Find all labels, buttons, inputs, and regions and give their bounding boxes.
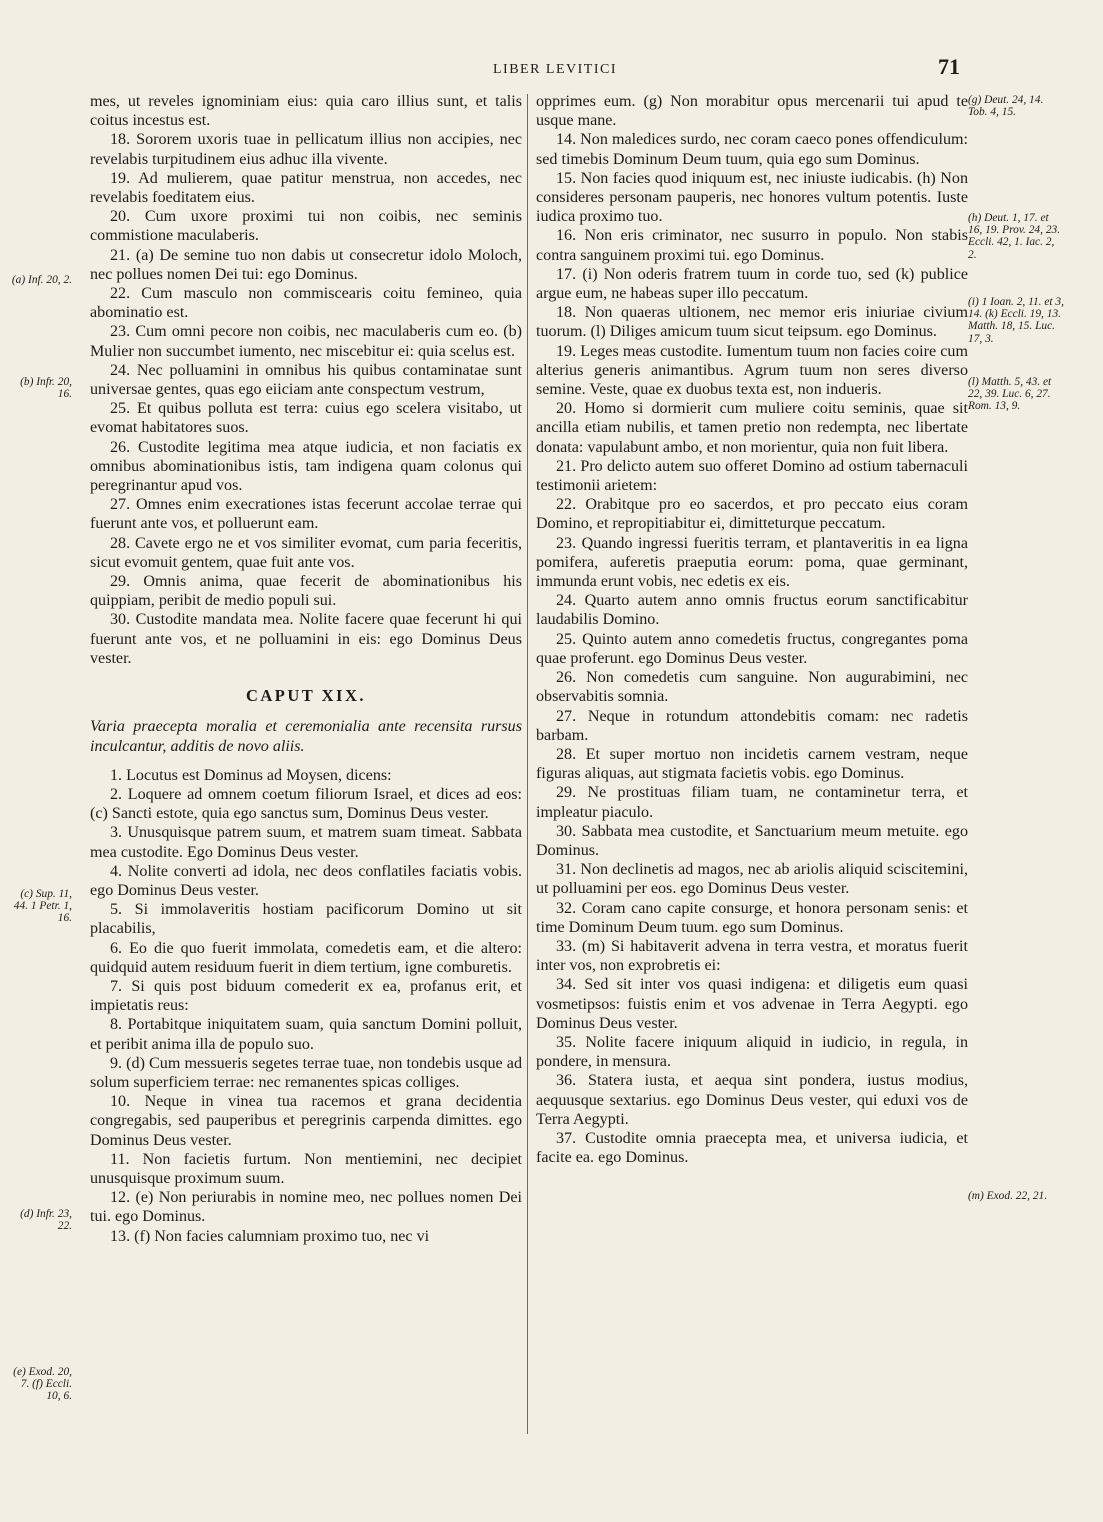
verse-18-30: 30. Custodite mandata mea. Nolite facere quae fecerunt hi qui fuerunt ante vos, et ne polluamini in eis: ego Dominus Deus vester.: [90, 611, 522, 667]
verse-19-9: 9. (d) Cum messueris segetes terrae tuae, non tondebis usque ad solum superficiem terrae: nec remanentes spicas colliges.: [90, 1054, 522, 1091]
verse-19-35: 35. Nolite facere iniquum aliquid in iudicio, in regula, in pondere, in mensura.: [536, 1033, 968, 1071]
margin-note-h: (h) Deut. 1, 17. et 16, 19. Prov. 24, 23. Eccli. 42, 1. Iac. 2, 2.: [968, 212, 1061, 261]
margin-note-ik: (i) 1 Ioan. 2, 11. et 3, 14. (k) Eccli. 19, 13. Matth. 18, 15. Luc. 17, 3.: [968, 296, 1064, 345]
verse-19-12: 12. (e) Non periurabis in nomine meo, nec pollues nomen Dei tui. ego Dominus.: [90, 1189, 522, 1226]
chapter-summary: Varia praecepta moralia et ceremonialia ante recensita rursus inculcantur, additis de novo aliis.: [90, 718, 522, 755]
verse-19-16: 16. Non eris criminator, nec susurro in populo. Non stabis contra sanguinem proximi tui. ego Dominus.: [536, 227, 968, 264]
margin-note-m: (m) Exod. 22, 21.: [968, 1190, 1048, 1202]
verse-19-26: 26. Non comedetis cum sanguine. Non augurabimini, nec observabitis somnia.: [536, 669, 968, 706]
chapter-title: CAPUT XIX.: [245, 686, 367, 706]
margin-note-g: (g) Deut. 24, 14. Tob. 4, 15.: [968, 94, 1044, 119]
margin-note-b: (b) Infr. 20, 16.: [20, 376, 72, 401]
verse-18-26: 26. Custodite legitima mea atque iudicia, et non faciatis ex omnibus abominationibus istis, tam indigena quam colonus qui peregrinantur apud vos.: [90, 438, 522, 495]
running-title: LIBER LEVITICI: [492, 62, 618, 77]
margin-note-a: (a) Inf. 20, 2.: [11, 274, 72, 286]
verse-19-36: 36. Statera iusta, et aequa sint pondera, iustus modius, aequusque sextarius. ego Dominus Deus vester, qui eduxi vos de Terra Aegypti.: [536, 1072, 968, 1128]
verse-18-28: 28. Cavete ergo ne et vos similiter evomat, cum paria feceritis, sicut evomuit gentem, quae fuit ante vos.: [90, 534, 522, 571]
verse-19-33: 33. (m) Si habitaverit advena in terra vestra, et moratus fuerit inter vos, non exprobretis ei:: [536, 937, 968, 975]
verse-19-11: 11. Non facietis furtum. Non mentiemini, nec decipiet unusquisque proximum suum.: [90, 1150, 522, 1187]
verse-19-23: 23. Quando ingressi fueritis terram, et plantaveritis in ea ligna pomifera, auferetis praeputia eorum: poma, quae germinant, immunda erunt vobis, nec edetis ex eis.: [536, 534, 968, 591]
verse-18-19: 19. Ad mulierem, quae patitur menstrua, non accedes, nec revelabis foeditatem eius.: [90, 169, 522, 207]
verse-19-22: 22. Orabitque pro eo sacerdos, et pro peccato eius coram Domino, et repropitiabitur ei, dimitteturque peccatum.: [536, 496, 968, 533]
verse-19-10: 10. Neque in vinea tua racemos et grana decidentia congregabis, sed pauperibus et peregrinis carpenda dimittes. ego Dominus Deus vester.: [90, 1093, 522, 1149]
verse-18-29: 29. Omnis anima, quae fecerit de abominationibus his quippiam, peribit de medio populi sui.: [90, 573, 522, 610]
verse-19-32: 32. Coram cano capite consurge, et honora personam senis: et time Dominum Deum tuum. ego sum Dominus.: [536, 899, 968, 936]
column-divider: [527, 94, 528, 1434]
verse-19-17: 17. (i) Non oderis fratrem tuum in corde tuo, sed (k) publice argue eum, ne habeas super illo peccatum.: [536, 265, 968, 303]
verse-19-21: 21. Pro delicto autem suo offeret Domino ad ostium tabernaculi testimonii arietem:: [536, 457, 968, 495]
verse-19-27: 27. Neque in rotundum attondebitis comam: nec radetis barbam.: [536, 707, 968, 744]
verse-18-21: 21. (a) De semine tuo non dabis ut consecretur idolo Moloch, nec pollues nomen Dei tui: ego Dominus.: [90, 246, 522, 283]
verse-19-25: 25. Quinto autem anno comedetis fructus, congregantes poma quae proferunt. ego Dominus Deus vester.: [536, 630, 968, 667]
verse-continuation: mes, ut reveles ignominiam eius: quia caro illius sunt, et talis coitus incestus est.: [90, 93, 522, 130]
verse-19-37: 37. Custodite omnia praecepta mea, et universa iudicia, et facite ea. ego Dominus.: [536, 1129, 968, 1167]
margin-note-l: (l) Matth. 5, 43. et 22, 39. Luc. 6, 27. Rom. 13, 9.: [968, 376, 1052, 413]
verse-19-30: 30. Sabbata mea custodite, et Sanctuarium meum metuite. ego Dominus.: [536, 822, 968, 859]
verse-18-25: 25. Et quibus polluta est terra: cuius ego scelera visitabo, ut evomat habitatores suos.: [90, 400, 522, 437]
verse-18-20: 20. Cum uxore proximi tui non coibis, nec seminis commistione maculaberis.: [90, 208, 522, 245]
verse-18-22: 22. Cum masculo non commiscearis coitu femineo, quia abominatio est.: [90, 285, 522, 322]
verse-19-7: 7. Si quis post biduum comederit ex ea, profanus erit, et impietatis reus:: [90, 977, 522, 1015]
verse-19-3: 3. Unusquisque patrem suum, et matrem suam timeat. Sabbata mea custodite. Ego Dominus Deus vester.: [90, 824, 522, 861]
verse-19-19: 19. Leges meas custodite. Iumentum tuum non facies coire cum alterius generis animantibus. Agrum tuum non seres diverso semine. Veste, quae ex duobus texta est, non indueris.: [536, 342, 968, 399]
verse-18-18: 18. Sororem uxoris tuae in pellicatum illius non accipies, nec revelabis turpitudinem eius adhuc illa vivente.: [90, 131, 522, 168]
verse-19-14: 14. Non maledices surdo, nec coram caeco pones offendiculum: sed timebis Dominum Deum tuum, quia ego sum Dominus.: [536, 131, 968, 168]
verse-19-6: 6. Eo die quo fuerit immolata, comedetis eam, et die altero: quidquid autem residuum fuerit in diem tertium, igne comburetis.: [90, 939, 522, 976]
verse-19-34: 34. Sed sit inter vos quasi indigena: et diligetis eum quasi vosmetipsos: fuistis enim et vos advenae in Terra Aegypti. ego Dominus Deus vester.: [536, 976, 968, 1032]
verse-19-24: 24. Quarto autem anno omnis fructus eorum sanctificabitur laudabilis Domino.: [536, 592, 968, 629]
verse-18-23: 23. Cum omni pecore non coibis, nec maculaberis cum eo. (b) Mulier non succumbet iumento, nec miscebitur ei: quia scelus est.: [90, 323, 522, 360]
verse-19-1: 1. Locutus est Dominus ad Moysen, dicens:: [110, 766, 392, 784]
verse-19-5: 5. Si immolaveritis hostiam pacificorum Domino ut sit placabilis,: [90, 901, 522, 938]
verse-19-29: 29. Ne prostituas filiam tuam, ne contaminetur terra, et impleatur piaculo.: [536, 784, 968, 821]
verse-19-8: 8. Portabitque iniquitatem suam, quia sanctum Domini polluit, et peribit anima illa de populo suo.: [90, 1016, 522, 1053]
right-column: [536, 92, 968, 1167]
margin-note-c: (c) Sup. 11, 44. 1 Petr. 1, 16.: [13, 888, 72, 925]
verse-19-2: 2. Loquere ad omnem coetum filiorum Israel, et dices ad eos: (c) Sancti estote, quia ego sanctus sum, Dominus Deus vester.: [90, 785, 522, 823]
margin-note-d: (d) Infr. 23, 22.: [20, 1208, 72, 1233]
verse-19-31: 31. Non declinetis ad magos, nec ab ariolis aliquid sciscitemini, ut polluamini per eos. ego Dominus Deus vester.: [536, 861, 968, 898]
verse-19-13-start: 13. (f) Non facies calumniam proximo tuo, nec vi: [110, 1227, 430, 1245]
verse-19-15: 15. Non facies quod iniquum est, nec iniuste iudicabis. (h) Non consideres personam pauperis, nec honores vultum potentis. Iuste iudica proximo tuo.: [536, 169, 968, 226]
verse-18-24: 24. Nec polluamini in omnibus his quibus contaminatae sunt universae gentes, quas ego eiiciam ante conspectum vestrum,: [90, 361, 522, 399]
verse-19-18: 18. Non quaeras ultionem, nec memor eris iniuriae civium tuorum. (l) Diliges amicum tuum sicut teipsum. ego Dominus.: [536, 304, 968, 341]
left-column: [90, 92, 522, 1246]
verse-19-4: 4. Nolite converti ad idola, nec deos conflatiles faciatis vobis. ego Dominus Deus vester.: [90, 862, 522, 899]
verse-19-20: 20. Homo si dormierit cum muliere coitu seminis, quae sit ancilla etiam nubilis, et tamen pretio non redempta, nec libertate donata: vapulabunt ambo, et non morientur, quia non fuit libera.: [536, 400, 968, 456]
verse-19-28: 28. Et super mortuo non incidetis carnem vestram, neque figuras aliquas, aut stigmata facietis vobis. ego Dominus.: [536, 745, 968, 783]
margin-note-ef: (e) Exod. 20, 7. (f) Eccli. 10, 6.: [13, 1366, 72, 1403]
page-number: 71: [938, 54, 960, 79]
verse-18-27: 27. Omnes enim execrationes istas fecerunt accolae terrae qui fuerunt ante vos, et polluerunt eam.: [90, 496, 522, 533]
verse-19-13-end: opprimes eum. (g) Non morabitur opus mercenarii tui apud te usque mane.: [536, 93, 968, 130]
